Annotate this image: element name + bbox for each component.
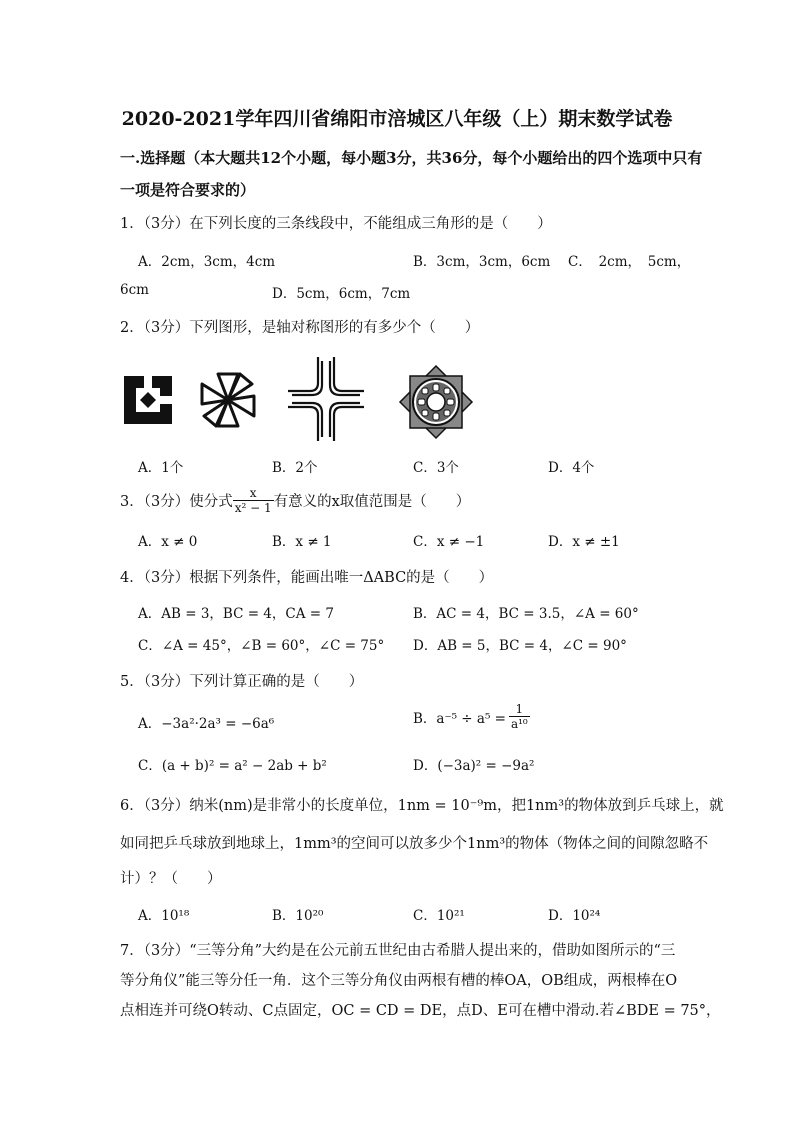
question-1-stem: 1．（3分）在下列长度的三条线段中，不能组成三角形的是（ ） xyxy=(120,216,552,232)
question-1-option-c-cont: 6cm xyxy=(120,282,149,298)
question-1-option-c: C． 2cm， 5cm， xyxy=(568,254,691,270)
question-6-option-a: A．10¹⁸ xyxy=(138,908,190,924)
figure-2-triangle-star xyxy=(198,370,258,430)
question-1-option-a: A．2cm，3cm，4cm xyxy=(138,254,276,270)
figure-4-medallion xyxy=(398,364,474,440)
question-3-option-a: A．x ≠ 0 xyxy=(138,534,198,550)
question-3-fraction xyxy=(233,486,274,515)
question-3-option-d: D．x ≠ ±1 xyxy=(548,534,620,550)
question-7-line3: 点相连并可绕O转动、C点固定，OC = CD = DE，点D、E可在槽中滑动.若∠BDE = 75°， xyxy=(120,1003,721,1019)
question-7-line1: 7．（3分）“三等分角”大约是在公元前五世纪由古希腊人提出来的，借助如图所示的“三 xyxy=(120,943,676,959)
question-4-option-c: C．∠A = 45°，∠B = 60°，∠C = 75° xyxy=(138,638,385,654)
question-6-option-b: B．10²⁰ xyxy=(272,908,324,924)
question-5-option-b-prefix: B．a⁻⁵ ÷ a⁵ = xyxy=(413,710,506,727)
question-3-suffix: 有意义的x取值范围是（ ） xyxy=(273,494,471,510)
question-5-stem: 5．（3分）下列计算正确的是（ ） xyxy=(120,674,364,690)
question-2-option-c: C．3个 xyxy=(413,460,459,476)
question-2-stem: 2．（3分）下列图形，是轴对称图形的有多少个（ ） xyxy=(120,320,480,336)
question-3-option-c: C．x ≠ −1 xyxy=(413,534,485,550)
question-5-option-d: D．(−3a)² = −9a² xyxy=(413,758,535,774)
question-6-line3: 计）？（ ） xyxy=(120,871,222,887)
figure-1-pinwheel-square xyxy=(122,374,174,426)
question-1-option-b: B．3cm，3cm，6cm xyxy=(413,254,551,270)
question-2-option-d: D．4个 xyxy=(548,460,595,476)
question-4-option-d: D．AB = 5，BC = 4，∠C = 90° xyxy=(413,638,627,654)
page-title: 2020-2021学年四川省绵阳市涪城区八年级（上）期末数学试卷 xyxy=(121,108,673,130)
question-5-option-b-numerator: 1 xyxy=(509,702,530,717)
question-5-option-b xyxy=(413,702,530,731)
figure-3-concave-cross xyxy=(286,355,366,443)
question-3-option-b: B．x ≠ 1 xyxy=(272,534,332,550)
question-5-option-b-fraction xyxy=(509,702,530,731)
question-4-stem: 4．（3分）根据下列条件，能画出唯一ΔABC的是（ ） xyxy=(120,570,494,586)
question-5-option-c: C．(a + b)² = a² − 2ab + b² xyxy=(138,758,327,774)
question-2-option-b: B．2个 xyxy=(272,460,318,476)
question-6-line2: 如同把乒乓球放到地球上，1mm³的空间可以放多少个1nm³的物体（物体之间的间隙忽略不 xyxy=(120,836,709,852)
question-1-option-d: D．5cm，6cm，7cm xyxy=(272,286,411,302)
question-3-stem xyxy=(120,486,470,515)
question-6-option-d: D．10²⁴ xyxy=(548,908,601,924)
question-6-line1: 6．（3分）纳米(nm)是非常小的长度单位，1nm = 10⁻⁹m，把1nm³的物体放到乒乓球上，就 xyxy=(120,798,724,814)
question-3-prefix: 3．（3分）使分式 xyxy=(120,494,233,510)
question-3-fraction-denominator: x² − 1 xyxy=(234,501,272,515)
question-6-option-c: C．10²¹ xyxy=(413,908,465,924)
question-4-option-b: B．AC = 4，BC = 3.5，∠A = 60° xyxy=(413,606,639,622)
question-5-option-b-denominator: a¹⁰ xyxy=(510,717,528,731)
question-5-option-a: A．−3a²·2a³ = −6a⁶ xyxy=(138,716,275,732)
question-3-fraction-numerator: x xyxy=(233,486,274,501)
question-2-option-a: A．1个 xyxy=(138,460,184,476)
question-7-line2: 等分角仪”能三等分任一角．这个三等分角仪由两根有槽的棒OA，OB组成，两根棒在O xyxy=(120,973,678,989)
question-4-option-a: A．AB = 3，BC = 4，CA = 7 xyxy=(138,606,334,622)
section-heading-line1: 一.选择题（本大题共12个小题，每小题3分，共36分，每个小题给出的四个选项中只有 xyxy=(120,149,703,167)
section-heading-line2: 一项是符合要求的） xyxy=(120,181,256,199)
